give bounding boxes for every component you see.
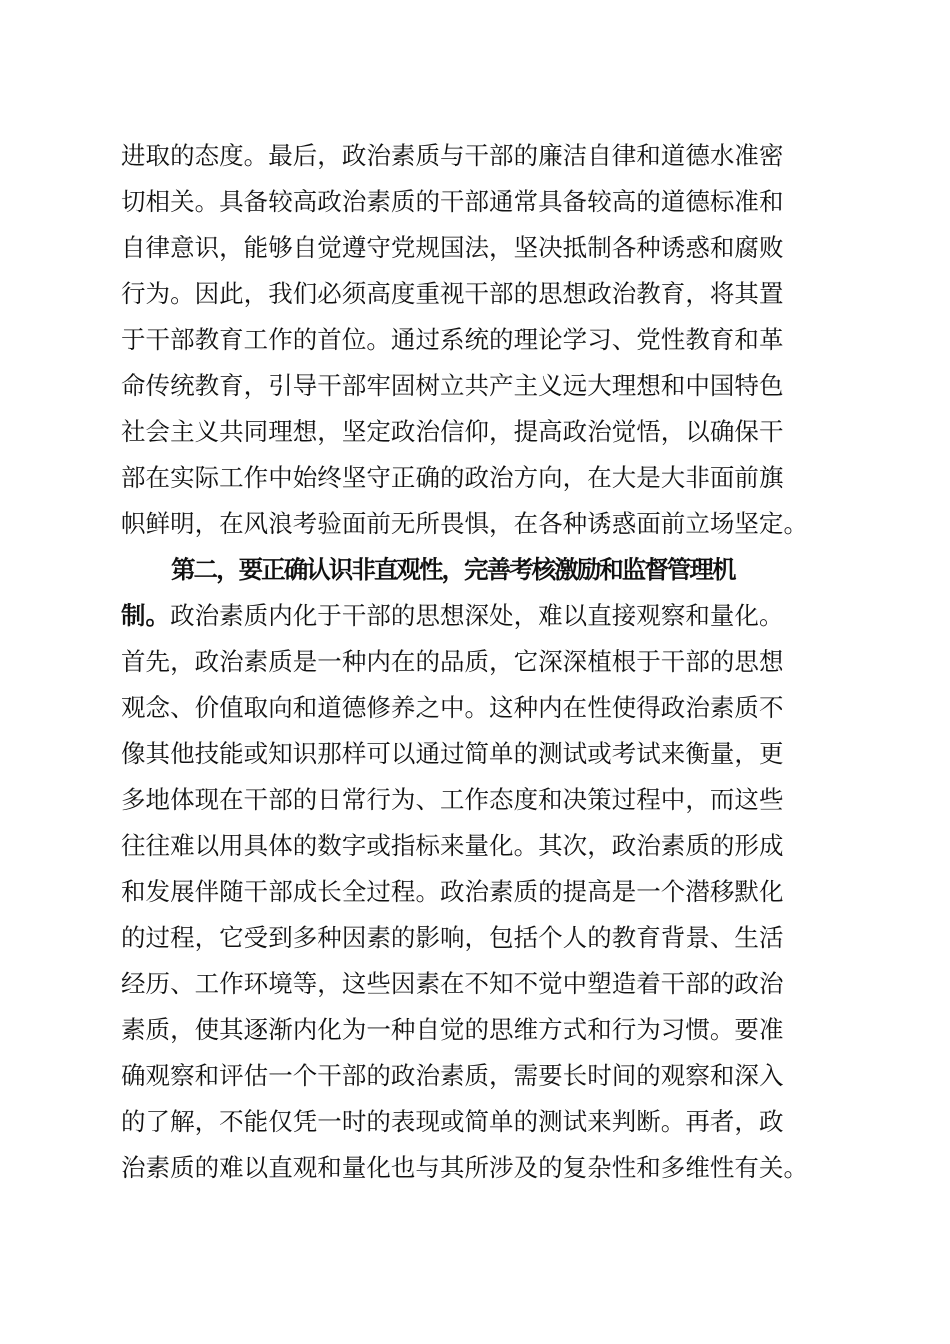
section-heading-cont: 制。 (121, 601, 171, 630)
text-line: 于干部教育工作的首位。通过系统的理论学习、党性教育和革 (121, 325, 784, 354)
text-line: 切相关。具备较高政治素质的干部通常具备较高的道德标准和 (121, 187, 784, 216)
text-line: 经历、工作环境等，这些因素在不知不觉中塑造着干部的政治 (121, 969, 784, 998)
text-line: 的过程，它受到多种因素的影响，包括个人的教育背景、生活 (121, 923, 784, 952)
text-line: 确观察和评估一个干部的政治素质，需要长时间的观察和深入 (121, 1061, 784, 1090)
text-line: 首先，政治素质是一种内在的品质，它深深植根于干部的思想 (121, 647, 784, 676)
text-line: 治素质的难以直观和量化也与其所涉及的复杂性和多维性有关。 (121, 1153, 808, 1182)
text-line: 的了解，不能仅凭一时的表现或简单的测试来判断。再者，政 (121, 1107, 784, 1136)
text-line: 社会主义共同理想，坚定政治信仰，提高政治觉悟，以确保干 (121, 417, 784, 446)
text-line: 帜鲜明，在风浪考验面前无所畏惧，在各种诱惑面前立场坚定。 (121, 509, 808, 538)
text-line (121, 595, 841, 637)
text-line: 命传统教育，引导干部牢固树立共产主义远大理想和中国特色 (121, 371, 784, 400)
text-line: 和发展伴随干部成长全过程。政治素质的提高是一个潜移默化 (121, 877, 784, 906)
text-line: 像其他技能或知识那样可以通过简单的测试或考试来衡量，更 (121, 739, 784, 768)
text-line: 行为。因此，我们必须高度重视干部的思想政治教育，将其置 (121, 279, 784, 308)
section-heading: 第二，要正确认识非直观性，完善考核激励和监督管理机 (171, 555, 735, 584)
text-line: 观念、价值取向和道德修养之中。这种内在性使得政治素质不 (121, 693, 784, 722)
text-line-body: 政治素质内化于干部的思想深处，难以直接观察和量化。 (170, 601, 784, 630)
text-line: 自律意识，能够自觉遵守党规国法，坚决抵制各种诱惑和腐败 (121, 233, 784, 262)
text-line: 部在实际工作中始终坚守正确的政治方向，在大是大非面前旗 (121, 463, 784, 492)
text-line: 往往难以用具体的数字或指标来量化。其次，政治素质的形成 (121, 831, 784, 860)
text-line: 素质，使其逐渐内化为一种自觉的思维方式和行为习惯。要准 (121, 1015, 784, 1044)
text-line: 进取的态度。最后，政治素质与干部的廉洁自律和道德水准密 (121, 141, 784, 170)
text-line: 多地体现在干部的日常行为、工作态度和决策过程中，而这些 (121, 785, 784, 814)
